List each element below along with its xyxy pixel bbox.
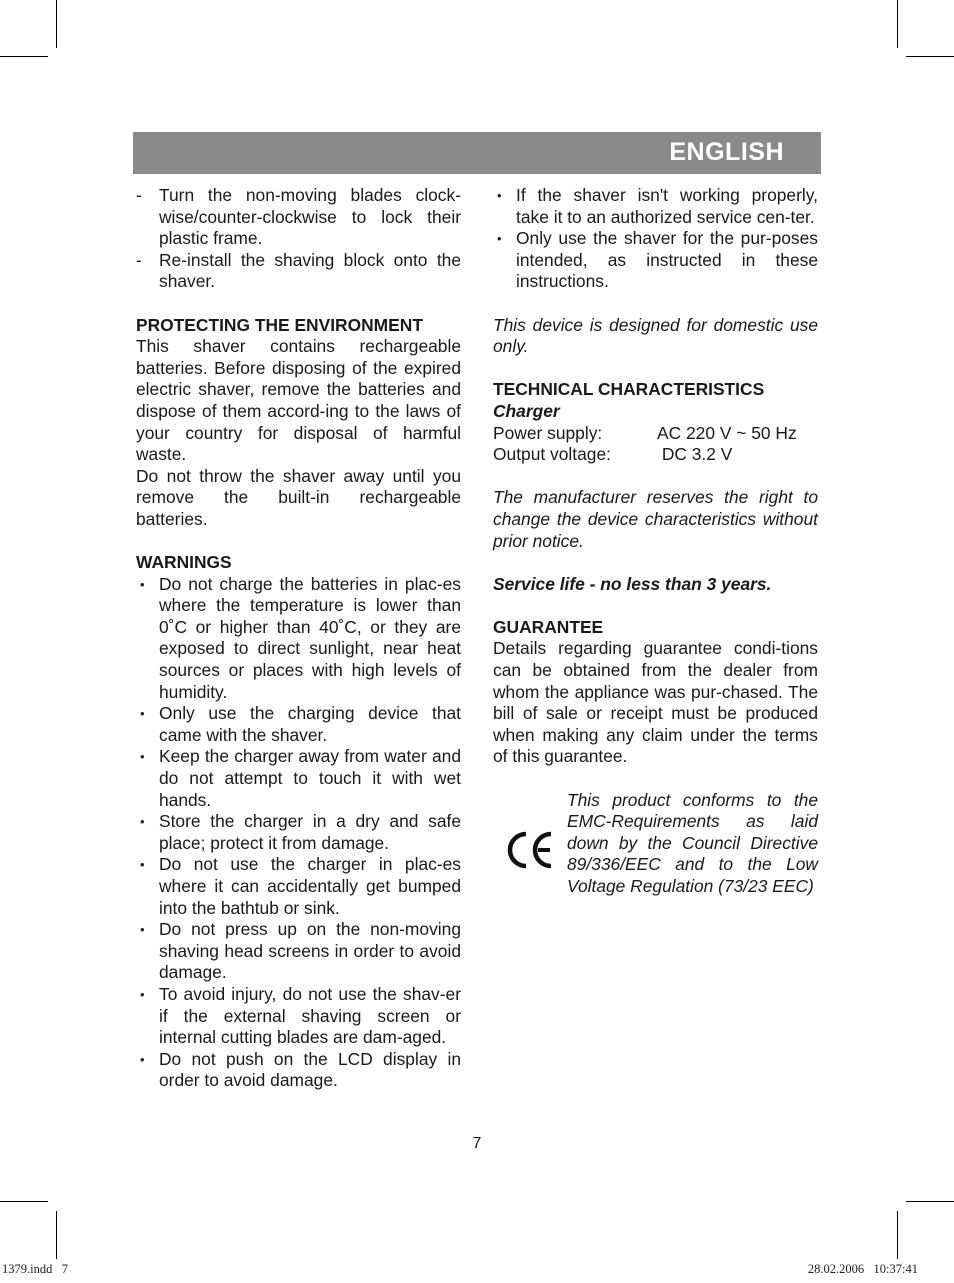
bullet-marker: • <box>140 1051 145 1067</box>
list-item: • If the shaver isn't working properly, take it to an authorized service cen-ter. <box>497 185 818 227</box>
language-header-bar <box>133 132 821 174</box>
crop-mark <box>897 1211 898 1259</box>
bullet-marker: • <box>140 857 145 873</box>
domestic-use-note: This device is designed for domestic use only. <box>493 314 818 357</box>
ce-conformity-text: This product conforms to the EMC-Requirements as laid down by the Council Directive 89/336/EEC and to the Low Voltage Regulation (73/23 EEC) <box>567 789 818 896</box>
list-item: - Re-install the shaving block onto the shaver. <box>136 249 461 292</box>
list-item: • Store the charger in a dry and safe place; protect it from damage. <box>140 811 461 853</box>
manufacturer-note: The manufacturer reserves the right to change the device characteristics without prior notice. <box>493 487 818 551</box>
charger-subheading: Charger <box>493 400 560 421</box>
right-column <box>493 185 818 920</box>
bullet-marker: • <box>140 814 145 830</box>
bullet-marker: • <box>497 188 502 203</box>
usage-list <box>493 185 818 293</box>
print-slug-timestamp: 28.02.2006 10:37:41 <box>807 1262 918 1276</box>
spec-row <box>493 444 818 466</box>
crop-mark <box>0 56 48 57</box>
list-item: • Do not use the charger in plac-es where it can accidentally get bumped into the bathtub or sink. <box>140 854 461 918</box>
warnings-list <box>136 574 461 1092</box>
spec-row <box>493 423 818 445</box>
crop-mark <box>906 1201 954 1202</box>
service-life-note: Service life - no less than 3 years. <box>493 573 772 594</box>
list-item: • Only use the shaver for the pur-poses intended, as instructed in these instructions. <box>497 228 818 292</box>
spec-label: Power supply: <box>493 422 603 443</box>
crop-mark <box>56 1211 57 1259</box>
spec-value: DC 3.2 V <box>657 444 733 465</box>
guarantee-heading: GUARANTEE <box>493 616 604 637</box>
spec-label: Output voltage: <box>493 444 611 465</box>
environment-heading: PROTECTING THE ENVIRONMENT <box>136 314 423 335</box>
language-title: ENGLISH <box>669 138 784 166</box>
crop-mark <box>897 0 898 48</box>
bullet-marker: • <box>140 922 145 938</box>
left-column <box>136 185 461 1092</box>
environment-paragraph: This shaver contains rechargeable batteries. Before disposing of the expired electric shaver, remove the batteries and dispose of them accord-ing to the laws of your country for disposal of harmful waste. <box>136 336 461 465</box>
dash-marker: - <box>136 185 142 205</box>
ce-conformity-block <box>493 790 818 920</box>
list-item: • Do not press up on the non-moving shaving head screens in order to avoid damage. <box>140 919 461 983</box>
environment-paragraph: Do not throw the shaver away until you remove the built-in rechargeable batteries. <box>136 465 461 529</box>
list-item: • To avoid injury, do not use the shav-er if the external shaving screen or internal cutting blades are dam-aged. <box>140 983 461 1048</box>
spec-value: AC 220 V ~ 50 Hz <box>657 422 797 443</box>
reassembly-steps <box>136 185 461 293</box>
dash-marker: - <box>136 249 142 270</box>
ce-mark-icon <box>505 830 555 870</box>
crop-mark <box>906 56 954 57</box>
list-item: • Only use the charging device that came with the shaver. <box>140 703 461 745</box>
crop-mark <box>56 0 57 48</box>
warnings-heading: WARNINGS <box>136 552 232 573</box>
bullet-marker: • <box>140 749 145 765</box>
list-item: • Do not charge the batteries in plac-es where the temperature is lower than 0˚C or higher than 40˚C, or they are exposed to direct sunlight, near heat sources or places with high levels of humidity. <box>140 573 461 702</box>
guarantee-paragraph: Details regarding guarantee condi-tions can be obtained from the dealer from whom the appliance was pur-chased. The bill of sale or receipt must be produced when making any claim under the terms of this guarantee. <box>493 638 818 767</box>
print-slug-file: 1379.indd 7 <box>2 1262 68 1276</box>
crop-mark <box>0 1201 48 1202</box>
bullet-marker: • <box>497 231 502 247</box>
technical-heading: TECHNICAL CHARACTERISTICS <box>493 379 765 400</box>
list-item: - Turn the non-moving blades clock-wise/counter-clockwise to lock their plastic frame. <box>136 185 461 249</box>
list-item: • Do not push on the LCD display in order to avoid damage. <box>140 1048 461 1091</box>
bullet-marker: • <box>140 706 145 722</box>
bullet-marker: • <box>140 986 145 1002</box>
bullet-marker: • <box>140 576 145 592</box>
page-number: 7 <box>472 1135 482 1152</box>
list-item: • Keep the charger away from water and do not attempt to touch it with wet hands. <box>140 746 461 810</box>
